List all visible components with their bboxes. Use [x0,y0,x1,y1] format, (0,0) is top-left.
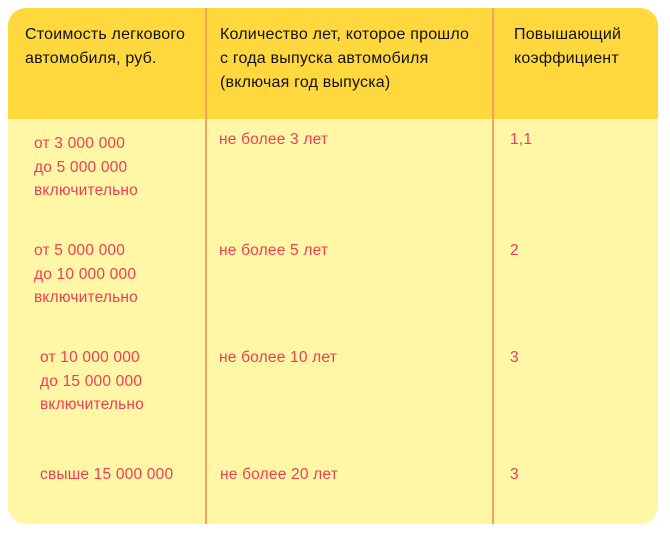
row-1-price: от 3 000 000 до 5 000 000 включительно [34,135,138,199]
column-divider [205,8,207,524]
row-3-years: не более 10 лет [219,349,338,366]
row-4-price: свыше 15 000 000 [40,466,174,483]
column-divider [492,8,494,524]
header-increasing-coefficient: Повышающий коэффициент [514,26,622,67]
header-car-price: Стоимость легкового автомобиля, руб. [25,26,186,67]
row-2-years: не более 5 лет [219,242,329,259]
row-4-coefficient: 3 [510,466,519,483]
row-3-price: от 10 000 000 до 15 000 000 включительно [40,349,144,413]
row-2-price: от 5 000 000 до 10 000 000 включительно [34,242,138,306]
row-1-coefficient: 1,1 [510,131,533,148]
row-3-coefficient: 3 [510,349,519,366]
row-4-years: не более 20 лет [220,466,339,483]
coefficient-table [8,8,658,524]
row-1-years: не более 3 лет [219,131,329,148]
row-2-coefficient: 2 [510,242,519,259]
header-years-since-release: Количество лет, которое прошло с года выпуска автомобиля (включая год выпуска) [220,26,470,91]
